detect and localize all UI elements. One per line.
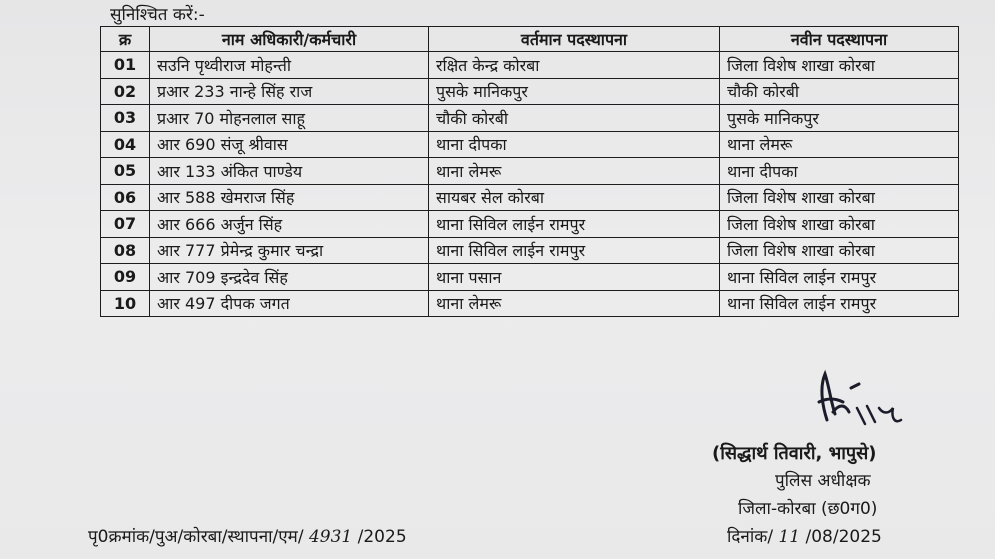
cell-new-posting: पुसके मानिकपुर	[720, 105, 959, 132]
table-body	[101, 52, 959, 317]
transfer-table	[100, 26, 959, 317]
cell-name: आर 133 अंकित पाण्डेय	[150, 158, 429, 185]
header-new-posting: नवीन पदस्थापना	[720, 27, 959, 52]
cell-current-posting: थाना पसान	[429, 264, 720, 291]
cell-serial: 09	[101, 264, 150, 291]
cell-current-posting: थाना दीपका	[429, 131, 720, 158]
cell-current-posting: थाना सिविल लाईन रामपुर	[429, 211, 720, 238]
cell-name: सउनि पृथ्वीराज मोहन्ती	[150, 52, 429, 79]
cell-new-posting: थाना लेमरू	[720, 131, 959, 158]
cell-serial: 04	[101, 131, 150, 158]
cell-serial: 07	[101, 211, 150, 238]
header-name: नाम अधिकारी/कर्मचारी	[150, 27, 429, 52]
cell-new-posting: चौकी कोरबी	[720, 78, 959, 105]
cell-name: आर 497 दीपक जगत	[150, 290, 429, 317]
cell-name: प्रआर 233 नान्हे सिंह राज	[150, 78, 429, 105]
cell-new-posting: थाना सिविल लाईन रामपुर	[720, 290, 959, 317]
cell-current-posting: रक्षित केन्द्र कोरबा	[429, 52, 720, 79]
cell-serial: 01	[101, 52, 150, 79]
officer-district: जिला-कोरबा (छ0ग0)	[738, 499, 878, 519]
cell-serial: 02	[101, 78, 150, 105]
table-row	[101, 264, 959, 291]
table-row	[101, 290, 959, 317]
cell-current-posting: थाना लेमरू	[429, 158, 720, 185]
table-row	[101, 105, 959, 132]
cell-serial: 06	[101, 184, 150, 211]
table-header-row	[101, 27, 959, 52]
cell-name: आर 588 खेमराज सिंह	[150, 184, 429, 211]
signature-icon	[805, 368, 915, 436]
header-current-posting: वर्तमान पदस्थापना	[429, 27, 720, 52]
reference-prefix: पृ0क्रमांक/पुअ/कोरबा/स्थापना/एम/	[88, 527, 304, 547]
table-row	[101, 158, 959, 185]
cell-name: आर 690 संजू श्रीवास	[150, 131, 429, 158]
cell-serial: 03	[101, 105, 150, 132]
cell-name: आर 666 अर्जुन सिंह	[150, 211, 429, 238]
cell-new-posting: जिला विशेष शाखा कोरबा	[720, 184, 959, 211]
cell-current-posting: चौकी कोरबी	[429, 105, 720, 132]
cell-name: प्रआर 70 मोहनलाल साहू	[150, 105, 429, 132]
order-date	[727, 524, 882, 547]
table-row	[101, 52, 959, 79]
reference-handwritten-number: 4931	[308, 527, 353, 547]
cell-new-posting: थाना सिविल लाईन रामपुर	[720, 264, 959, 291]
cell-current-posting: पुसके मानिकपुर	[429, 78, 720, 105]
cell-serial: 10	[101, 290, 150, 317]
intro-text: सुनिश्चित करें:-	[110, 5, 205, 25]
table-row	[101, 184, 959, 211]
cell-new-posting: जिला विशेष शाखा कोरबा	[720, 237, 959, 264]
cell-new-posting: जिला विशेष शाखा कोरबा	[720, 52, 959, 79]
cell-new-posting: जिला विशेष शाखा कोरबा	[720, 211, 959, 238]
officer-designation: पुलिस अधीक्षक	[775, 471, 871, 491]
cell-serial: 05	[101, 158, 150, 185]
cell-new-posting: थाना दीपका	[720, 158, 959, 185]
cell-name: आर 709 इन्द्रदेव सिंह	[150, 264, 429, 291]
header-serial: क्र	[101, 27, 150, 52]
table-row	[101, 78, 959, 105]
table-row	[101, 237, 959, 264]
date-label: दिनांक/	[727, 527, 774, 547]
date-rest: /08/2025	[805, 527, 882, 547]
officer-name: (सिद्धार्थ तिवारी, भापुसे)	[712, 443, 877, 464]
cell-current-posting: सायबर सेल कोरबा	[429, 184, 720, 211]
cell-serial: 08	[101, 237, 150, 264]
table-row	[101, 211, 959, 238]
date-day: 11	[778, 527, 801, 547]
cell-current-posting: थाना लेमरू	[429, 290, 720, 317]
reference-number	[88, 524, 407, 547]
reference-year: /2025	[357, 527, 407, 547]
cell-current-posting: थाना सिविल लाईन रामपुर	[429, 237, 720, 264]
table-row	[101, 131, 959, 158]
cell-name: आर 777 प्रेमेन्द्र कुमार चन्द्रा	[150, 237, 429, 264]
